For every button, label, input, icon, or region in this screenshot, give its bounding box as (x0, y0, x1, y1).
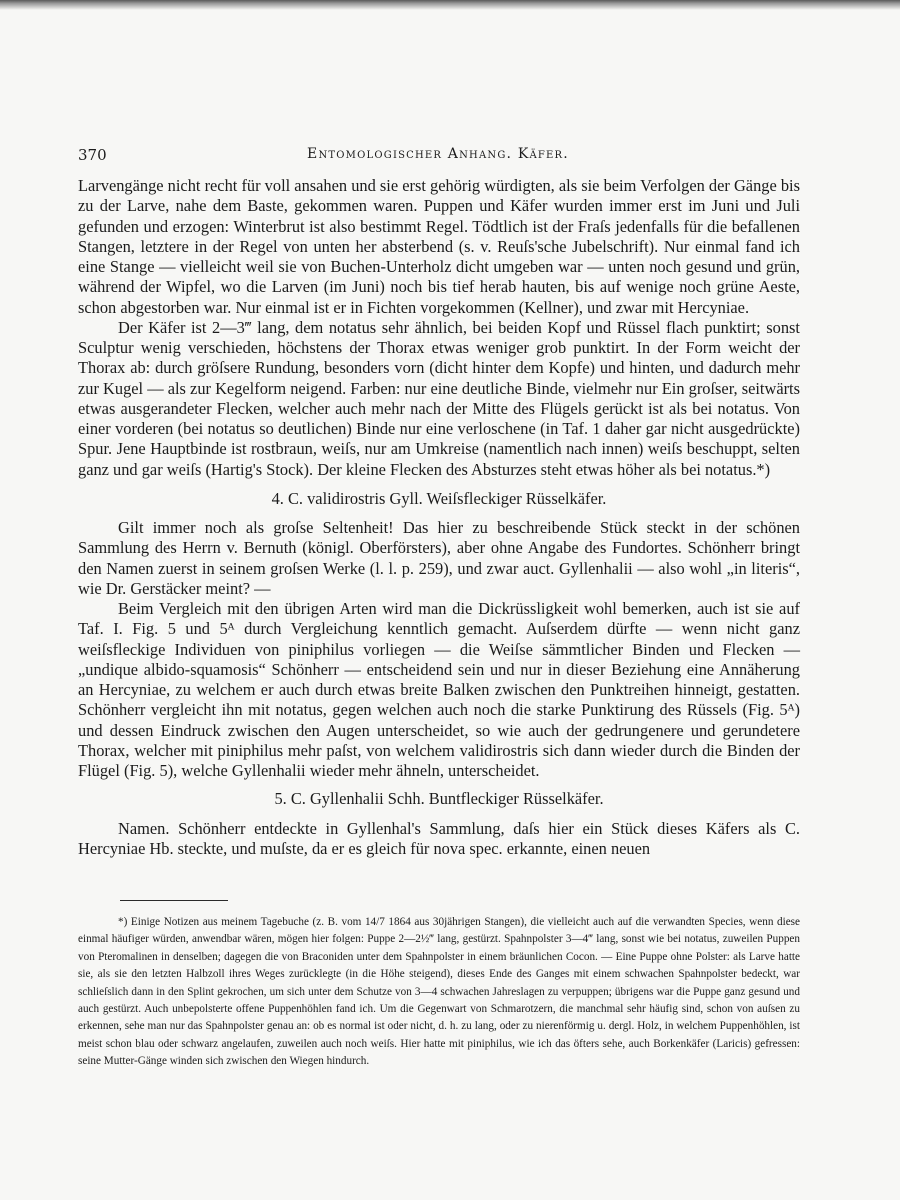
paragraph-3: Gilt immer noch als groſse Seltenheit! Das hier zu beschreibende Stück steckt in der schönen Sammlung des Herrn v. Bernuth (königl. Oberförsters), aber ohne Angabe des Fundortes. Schönherr bringt den Namen zuerst in seinem groſsen Werke (l. l. p. 259), und zwar auct. Gyllenhalii — also wohl „in literis“, wie Dr. Gerstäcker meint? — (78, 518, 800, 598)
scan-border (0, 0, 900, 10)
paragraph-2: Der Käfer ist 2—3‴ lang, dem notatus sehr ähnlich, bei beiden Kopf und Rüssel flach punktirt; sonst Sculptur wenig verschieden, höchstens der Thorax etwas weniger grob punktirt. In der Form weicht der Thorax ab: durch gröſsere Rundung, besonders vorn (dicht hinter dem Kopfe) und hinten, und dadurch mehr zur Kugel — als zur Kegelform neigend. Farben: nur eine deutliche Binde, vielmehr nur Ein groſser, seitwärts etwas ausgerandeter Flecken, welcher auch mehr nach der Mitte des Flügels gerückt ist als bei notatus. Von einer vorderen (bei notatus so deutlichen) Binde nur eine verloschene (in Taf. 1 daher gar nicht ausgedrückte) Spur. Jene Hauptbinde ist rostbraun, weiſs, nur am Umkreise (namentlich nach innen) weiſs beschuppt, selten ganz und gar weiſs (Hartig's Stock). Der kleine Flecken des Absturzes steht etwas höher als bei notatus.*) (78, 317, 800, 479)
page-number: 370 (78, 146, 107, 164)
paragraph-4: Beim Vergleich mit den übrigen Arten wird man die Dickrüssligkeit wohl bemerken, auch ist sie auf Taf. I. Fig. 5 und 5ᴬ durch Vergleichung kenntlich gemacht. Auſserdem dürfte — wenn nicht ganz weiſsfleckige Individuen von piniphilus vorliegen — die Weiſse sämmtlicher Binden und Flecken — „undique albido-squamosis“ Schönherr — entscheidend sein und nur in dieser Beziehung eine Annäherung an Hercyniae, zu welchem er auch durch etwas breite Balken zwischen den Punktreihen hinneigt, gestatten. Schönherr vergleicht ihn mit notatus, gegen welchen auch noch die starke Punktirung des Rüssels (Fig. 5ᴬ) und dessen Eindruck zwischen den Augen unterscheidet, so wie auch der gedrungenere und gerundetere Thorax, welcher mit piniphilus mehr paſst, von welchem validirostris sich dann wieder durch die Binden der Flügel (Fig. 5), welche Gyllenhalii wieder mehr ähneln, unterscheidet. (78, 599, 800, 780)
running-title: Entomologischer Anhang. Käfer. (307, 146, 569, 162)
footnote-text: *) Einige Notizen aus meinem Tagebuche (z. B. vom 14/7 1864 aus 30jährigen Stangen), die vielleicht auch auf die verwandten Species, wenn diese einmal häufiger würden, anwendbar wären, mögen hier folgen: Puppe 2—2½‴ lang, gestürzt. Spahnpolster 3—4‴ lang, sonst wie bei notatus, zuweilen Puppen von Pteromalinen in denselben; dagegen die von Braconiden unter dem Spahnpolster in einem bräunlichen Cocon. — Eine Puppe ohne Polster: als Larve hatte sie, als sie den letzten Halbzoll ihres Weges zurücklegte (in die Höhe steigend), dieses Ende des Ganges mit einem schwachen Spahnpolster bedeckt, war schlieſslich dann in den Splint gekrochen, um sich unter dem Schutze von 3—4 schwachen Jahreslagen zu verpuppen; übrigens war die Puppe ganz gesund und auch gestürzt. Auch unbepolsterte offene Puppenhöhlen fand ich. Um die Gegenwart von Schmarotzern, die manchmal sehr häufig sind, schon von auſsen zu erkennen, sehe man nur das Spahnpolster genau an: ob es normal ist oder nicht, d. h. zu lang, oder zu nierenförmig u. dergl. Holz, in welchem Puppenhöhlen, ist meist schon blau oder schwarz angelaufen, zuweilen auch noch weiſs. Hier hatte mit piniphilus, wie ich das öfters sehe, auch Borkenkäfer (Laricis) gefressen: seine Mutter-Gänge winden sich zwischen den Wiegen hindurch. (78, 916, 800, 1068)
page-header (78, 146, 798, 168)
footnote-rule (120, 900, 228, 901)
footnote (78, 914, 800, 1071)
paragraph-5: Namen. Schönherr entdeckte in Gyllenhal's Sammlung, daſs hier ein Stück dieses Käfers als C. Hercyniae Hb. steckte, und muſste, da er es gleich für nova spec. erkannte, einen neuen (78, 818, 800, 858)
main-text (78, 176, 800, 859)
section-heading-4: 4. C. validirostris Gyll. Weiſsfleckiger Rüsselkäfer. (271, 488, 607, 508)
section-heading-5: 5. C. Gyllenhalii Schh. Buntfleckiger Rüsselkäfer. (274, 789, 604, 809)
paragraph-1: Larvengänge nicht recht für voll ansahen und sie erst gehörig würdigten, als sie beim Verfolgen der Gänge bis zu der Larve, nahe dem Baste, gekommen waren. Puppen und Käfer wurden immer erst im Juni und Juli gefunden und erzogen: Winterbrut ist also bestimmt Regel. Tödtlich ist der Fraſs jedenfalls für die befallenen Stangen, letztere in der Regel von unten her absterbend (s. v. Reuſs'sche Jubelschrift). Nur einmal fand ich eine Stange — vielleicht weil sie von Buchen-Unterholz dicht umgeben war — unten noch gesund und grün, während der Wipfel, wo die Larven (im Juni) noch bis tief herab hauten, bis auf wenige noch grüne Aeste, schon abgestorben war. Nur einmal ist er in Fichten vorgekommen (Kellner), und zwar mit Hercyniae. (78, 176, 800, 317)
